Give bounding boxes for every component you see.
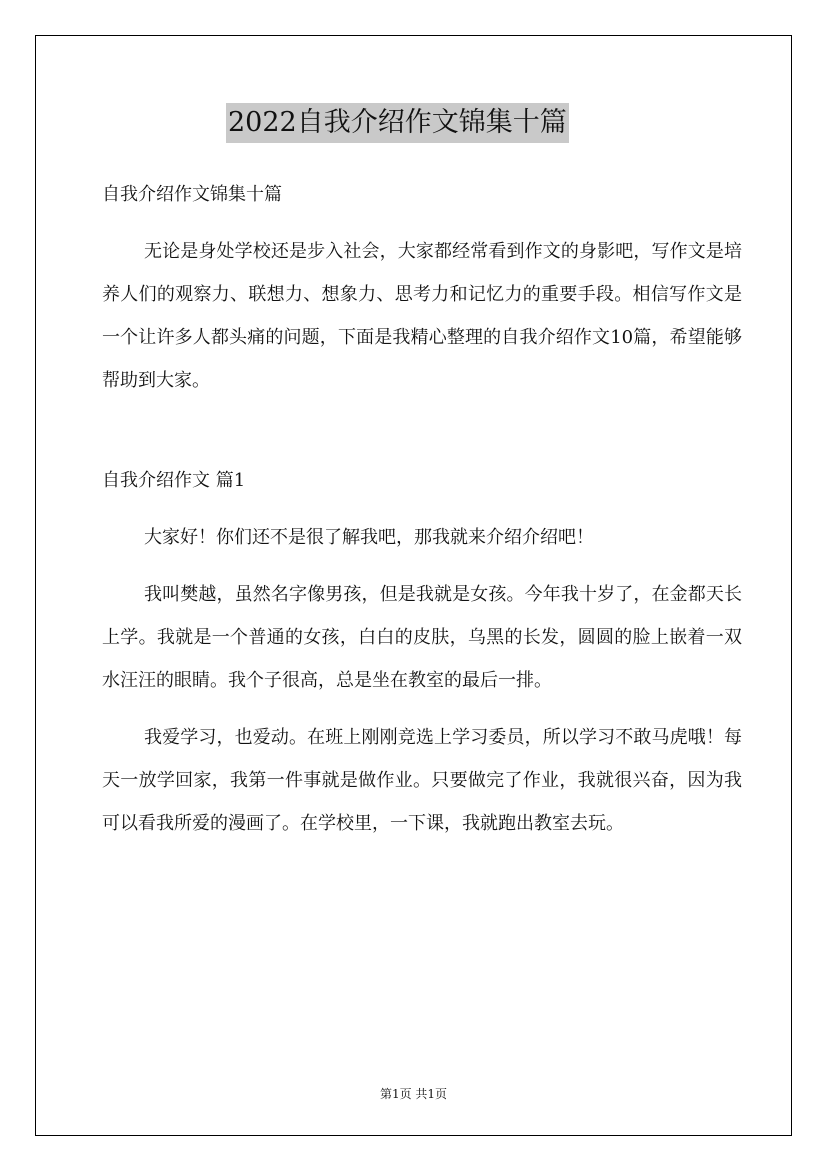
document-subtitle: 自我介绍作文锦集十篇: [102, 184, 282, 205]
section-paragraph: 我叫樊越，虽然名字像男孩，但是我就是女孩。今年我十岁了，在金都天长上学。我就是一个普通的女孩，白白的皮肤，乌黑的长发，圆圆的脸上嵌着一双水汪汪的眼睛。我个子很高，总是坐在教室的最后一排。: [102, 584, 742, 691]
page-footer: 第1页 共1页: [379, 1087, 448, 1101]
document-body: [102, 173, 742, 845]
section-heading: 自我介绍作文 篇1: [102, 470, 246, 491]
intro-paragraph: 无论是身处学校还是步入社会，大家都经常看到作文的身影吧，写作文是培养人们的观察力、联想力、想象力、思考力和记忆力的重要手段。相信写作文是一个让许多人都头痛的问题，下面是我精心整理的自我介绍作文10篇，希望能够帮助到大家。: [102, 241, 742, 391]
section-paragraph: 大家好！你们还不是很了解我吧，那我就来介绍介绍吧！: [144, 527, 594, 548]
document-title: 2022自我介绍作文锦集十篇: [226, 103, 569, 143]
section-paragraph: 我爱学习，也爱动。在班上刚刚竞选上学习委员，所以学习不敢马虎哦！每天一放学回家，我第一件事就是做作业。只要做完了作业，我就很兴奋，因为我可以看我所爱的漫画了。在学校里，一下课，我就跑出教室去玩。: [102, 727, 742, 834]
